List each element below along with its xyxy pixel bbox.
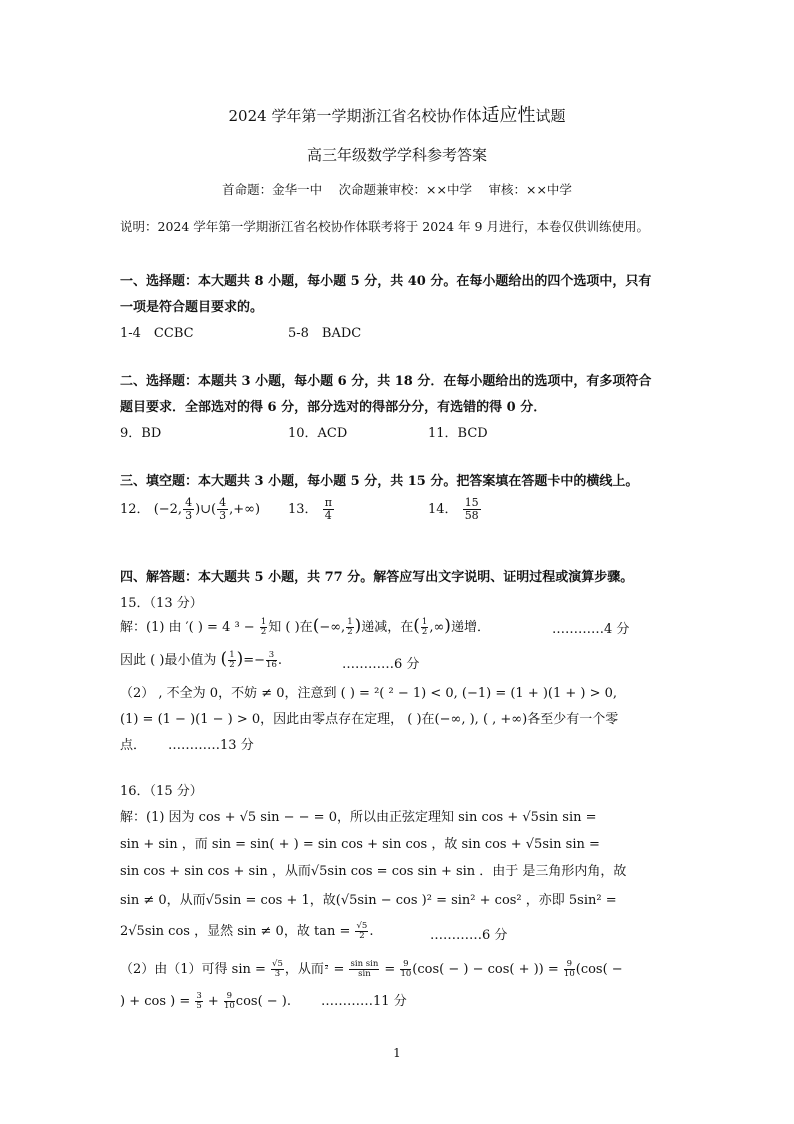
fraction: $\frac{1}{2}$ xyxy=(229,650,235,670)
answer-9: 9．BD xyxy=(120,426,162,441)
q16-line5: 2√5sin cos ，显然 sin ≠ 0，故 tan = $\frac{√5}{2}$ . xyxy=(120,921,374,941)
q15-score-6: …………6 分 xyxy=(342,657,420,672)
fraction: $\frac{√5}{3}$ xyxy=(272,959,283,979)
fraction: $\frac{4}{3}$ xyxy=(219,496,227,522)
q16-line7: ) + cos ) = $\frac{3}{5}$ + $\frac{9}{10}$ cos( − ). …………11 分 xyxy=(120,991,407,1011)
section2-heading-line1: 二、选择题：本题共 3 小题，每小题 6 分，共 18 分．在每小题给出的选项中，有多项符合 xyxy=(120,374,652,389)
q16-score-6: …………6 分 xyxy=(430,928,508,943)
answer-13: 13． $\frac{\pi}{4}$ xyxy=(288,496,332,522)
section1-heading-line2: 一项是符合题目要求的。 xyxy=(120,300,264,315)
q16-line6: （2）由（1）可得 sin = $\frac{√5}{3}$ ，从而 ² = $\frac{\text{sin sin}}{\sin}$ = $\frac{9}{10}$ (cos( − ) − cos( + )) = $\frac{9}{10}$ (cos( − xyxy=(120,959,623,979)
q15-label: 15．（13 分） xyxy=(120,596,203,611)
answers-5-8: 5-8 BADC xyxy=(288,326,362,341)
answers-1-4: 1-4 CCBC xyxy=(120,326,194,341)
q15-line2: 因此 ( )最小值为 ( $\frac{1}{2}$ )=− $\frac{3}{16}$ . xyxy=(120,649,283,670)
note-line: 说明：2024 学年第一学期浙江省名校协作体联考将于 2024 年 9 月进行，本卷仅供训练使用。 xyxy=(120,219,649,234)
section3-heading: 三、填空题：本大题共 3 小题，每小题 5 分，共 15 分。把答案填在答题卡中的横线上。 xyxy=(120,474,639,489)
q16-label: 16．（15 分） xyxy=(120,784,203,799)
fraction: $\frac{\pi}{4}$ xyxy=(324,496,332,522)
section1-heading-line1: 一、选择题：本大题共 8 小题，每小题 5 分，共 40 分。在每小题给出的四个选项中，只有 xyxy=(120,274,652,289)
fraction: $\frac{4}{3}$ xyxy=(185,496,193,522)
fraction: $\frac{3}{16}$ xyxy=(266,650,277,670)
fraction: $\frac{15}{58}$ xyxy=(464,496,479,522)
q16-line3: sin cos + sin cos + sin ，从而√5sin cos = cos sin + sin ．由于 是三角形内角，故 xyxy=(120,864,627,879)
fraction: ² xyxy=(324,964,329,975)
fraction: $\frac{1}{2}$ xyxy=(421,617,428,637)
document-title xyxy=(0,101,794,127)
page-number: 1 xyxy=(393,1046,401,1060)
q15-score-4: …………4 分 xyxy=(552,622,630,637)
q15-line1: 解：(1) 由 ′( ) = 4 ³ − $\frac{1}{2}$ 知 ( )在(−∞, $\frac{1}{2}$ )递减，在( $\frac{1}{2}$ ,∞)递增． xyxy=(120,616,490,637)
q16-line1: 解：(1) 因为 cos + √5 sin − − = 0，所以由正弦定理知 sin cos + √5sin sin = xyxy=(120,810,597,825)
fraction: $\frac{√5}{2}$ xyxy=(356,921,368,941)
fraction: $\frac{9}{10}$ xyxy=(400,959,412,979)
fraction: $\frac{1}{2}$ xyxy=(260,617,267,637)
fraction: $\frac{9}{10}$ xyxy=(223,991,235,1011)
q15-line5: 点． …………13 分 xyxy=(120,738,254,753)
title-big: 适应性 xyxy=(481,105,536,126)
fraction: $\frac{\text{sin sin}}{\sin}$ xyxy=(350,959,379,979)
section2-heading-line2: 题目要求．全部选对的得 6 分，部分选对的得部分分，有选错的得 0 分． xyxy=(120,400,547,415)
q16-line2: sin + sin ，而 sin = sin( + ) = sin cos + sin cos ，故 sin cos + √5sin sin = xyxy=(120,837,600,852)
section4-heading: 四、解答题：本大题共 5 小题，共 77 分。解答应写出文字说明、证明过程或演算步骤。 xyxy=(120,570,634,585)
fraction: $\frac{9}{10}$ xyxy=(563,959,575,979)
q16-line4: sin ≠ 0，从而√5sin = cos + 1，故(√5sin − cos )² = sin² + cos² ，亦即 5sin² = xyxy=(120,893,617,908)
q15-line4: (1) = (1 − )(1 − ) > 0，因此由零点存在定理， ( )在(−∞, ), ( , +∞)各至少有一个零 xyxy=(120,712,619,727)
title-end: 试题 xyxy=(535,107,566,125)
answer-12: 12． (−2, $\frac{4}{3}$ )∪( $\frac{4}{3}$ ,+∞) xyxy=(120,496,261,522)
answer-10: 10．ACD xyxy=(288,426,348,441)
authors-line: 首命题：金华一中 次命题兼审校：××中学 审核：××中学 xyxy=(222,182,572,197)
answer-14: 14． $\frac{15}{58}$ xyxy=(428,496,479,522)
q15-line3: （2） , 不全为 0，不妨 ≠ 0，注意到 ( ) = ²( ² − 1) < 0, (−1) = (1 + )(1 + ) > 0, xyxy=(120,686,618,701)
fraction: $\frac{1}{2}$ xyxy=(347,617,353,637)
title-main: 2024 学年第一学期浙江省名校协作体 xyxy=(228,107,482,125)
document-subtitle: 高三年级数学学科参考答案 xyxy=(306,146,487,164)
fraction: $\frac{3}{5}$ xyxy=(196,991,202,1011)
answer-11: 11．BCD xyxy=(428,426,488,441)
